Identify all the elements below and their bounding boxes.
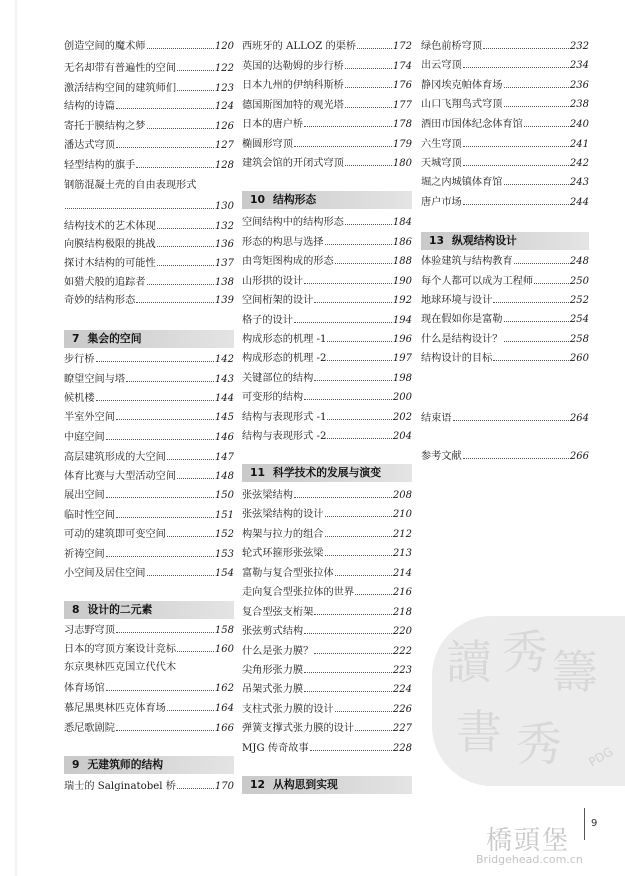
toc-entry[interactable]: 探讨木结构的可能性 137 [64, 258, 234, 269]
toc-entry[interactable]: 结构设计的目标 260 [421, 353, 589, 364]
toc-entry[interactable]: 六生穹顶 241 [421, 139, 589, 150]
toc-entry[interactable]: 可动的建筑即可变空间 152 [64, 529, 234, 540]
toc-entry[interactable]: 激活结构空间的建筑师们 123 [64, 83, 234, 94]
section-heading-12[interactable]: 12 从构思到实现 [242, 776, 412, 794]
toc-entry[interactable]: 日本九州的伊纳科斯桥 176 [242, 80, 412, 91]
toc-entry[interactable]: 体育比赛与大型活动空间 148 [64, 471, 234, 482]
toc-entry[interactable]: 什么是张力膜？ 222 [242, 646, 412, 657]
toc-entry[interactable]: 空间结构中的结构形态 184 [242, 217, 412, 228]
toc-entry-multiline[interactable]: 东京奥林匹克国立代代木 体育场馆 162 [64, 662, 234, 694]
toc-entry[interactable]: 无名却带有普遍性的空间 122 [64, 63, 234, 74]
bridgehead-url-watermark: Bridgehead.com.cn [476, 853, 583, 866]
toc-entry[interactable]: 结构的诗篇 124 [64, 101, 234, 112]
toc-entry[interactable]: 奇妙的结构形态 139 [64, 295, 234, 306]
toc-entry[interactable]: 关键部位的结构 198 [242, 373, 412, 384]
toc-entry[interactable]: 吊架式张力膜 224 [242, 684, 412, 695]
toc-entry[interactable]: 张弦梁结构 208 [242, 490, 412, 501]
toc-entry[interactable]: 天城穹顶 242 [421, 158, 589, 169]
toc-entry[interactable]: 创造空间的魔术师 120 [64, 41, 234, 52]
toc-entry[interactable]: 张弦剪式结构 220 [242, 626, 412, 637]
toc-entry[interactable]: 轻型结构的旗手 128 [64, 160, 234, 171]
toc-entry[interactable]: 习志野穹顶 158 [64, 625, 234, 636]
toc-entry[interactable]: 富勒与复合型张拉体 214 [242, 568, 412, 579]
toc-entry[interactable]: 候机楼 144 [64, 393, 234, 404]
toc-entry[interactable]: 悉尼歌剧院 166 [64, 723, 234, 734]
toc-entry[interactable]: 构成形态的机理 -1 196 [242, 334, 412, 345]
bridgehead-watermark: 橋頭堡 [486, 826, 571, 856]
toc-entry[interactable]: 山形拱的设计 190 [242, 276, 412, 287]
toc-entry[interactable]: 弹簧支撑式张力膜的设计 227 [242, 723, 412, 734]
toc-entry[interactable]: 中庭空间 146 [64, 432, 234, 443]
toc-entry[interactable]: 绿色前桥穹顶 232 [421, 41, 589, 52]
toc-entry[interactable]: 格子的设计 194 [242, 315, 412, 326]
stamp-glyph: 讀 [446, 635, 492, 689]
section-heading-9[interactable]: 9 无建筑师的结构 [64, 756, 234, 774]
toc-entry[interactable]: 展出空间 150 [64, 490, 234, 501]
stamp-glyph: 籌 [552, 645, 598, 699]
toc-entry[interactable]: MJG 传奇故事 228 [242, 743, 412, 754]
toc-entry[interactable]: 支柱式张力膜的设计 226 [242, 704, 412, 715]
toc-entry[interactable]: 步行桥 142 [64, 354, 234, 365]
toc-entry[interactable]: 建筑会馆的开闭式穹顶 180 [242, 158, 412, 169]
toc-entry[interactable]: 临时性空间 151 [64, 510, 234, 521]
toc-entry[interactable]: 日本的穹顶方案设计竞标 160 [64, 644, 234, 655]
toc-entry[interactable]: 空间桁架的设计 192 [242, 295, 412, 306]
stamp-pdg-mark: PDG [586, 744, 616, 770]
toc-entry[interactable]: 瑞士的 Salginatobel 桥 170 [64, 781, 234, 792]
toc-entry[interactable]: 酒田市国体纪念体育馆 240 [421, 119, 589, 130]
stamp-glyph: 秀 [516, 717, 562, 771]
toc-entry[interactable]: 德国斯图加特的观光塔 177 [242, 100, 412, 111]
section-heading-7[interactable]: 7 集会的空间 [64, 330, 234, 348]
toc-entry[interactable]: 由弯矩图构成的形态 188 [242, 256, 412, 267]
toc-entry[interactable]: 复合型弦支桁架 218 [242, 607, 412, 618]
section-heading-8[interactable]: 8 设计的二元素 [64, 601, 234, 619]
toc-entry[interactable]: 小空间及居住空间 154 [64, 568, 234, 579]
toc-entry[interactable]: 向膜结构极限的挑战 136 [64, 239, 234, 250]
toc-entry[interactable]: 半室外空间 145 [64, 412, 234, 423]
toc-entry[interactable]: 形态的构思与选择 186 [242, 237, 412, 248]
toc-entry[interactable]: 走向复合型张拉体的世界 216 [242, 587, 412, 598]
toc-entry[interactable]: 瞭望空间与塔 143 [64, 374, 234, 385]
toc-entry[interactable]: 慕尼黑奥林匹克体育场 164 [64, 703, 234, 714]
toc-entry-references[interactable]: 参考文献 266 [421, 451, 589, 462]
toc-entry[interactable]: 尖角形张力膜 223 [242, 665, 412, 676]
toc-entry[interactable]: 静冈埃克帕体育场 236 [421, 80, 589, 91]
toc-entry[interactable]: 可变形的结构 200 [242, 392, 412, 403]
page-number-divider [584, 808, 585, 840]
stamp-glyph: 秀 [502, 625, 548, 679]
toc-entry[interactable]: 构架与拉力的组合 212 [242, 529, 412, 540]
toc-entry[interactable]: 如猎犬般的追踪者 138 [64, 277, 234, 288]
binding-shadow [14, 0, 18, 876]
toc-entry[interactable]: 地球环境与设计 252 [421, 295, 589, 306]
toc-entry[interactable]: 英国的达勒姆的步行桥 174 [242, 61, 412, 72]
toc-entry[interactable]: 构成形态的机理 -2 197 [242, 353, 412, 364]
stamp-glyph: 書 [456, 705, 502, 759]
toc-entry[interactable]: 椭圆形穹顶 179 [242, 139, 412, 150]
section-heading-11[interactable]: 11 科学技术的发展与演变 [242, 464, 412, 482]
toc-entry[interactable]: 张弦梁结构的设计 210 [242, 509, 412, 520]
toc-entry[interactable]: 轮式环箍形张弦梁 213 [242, 548, 412, 559]
toc-entry[interactable]: 什么是结构设计？ 258 [421, 334, 589, 345]
section-heading-13[interactable]: 13 纵观结构设计 [421, 232, 589, 250]
toc-entry[interactable]: 堀之内城镇体育馆 243 [421, 177, 589, 188]
toc-entry[interactable]: 现在假如你是富勒 254 [421, 314, 589, 325]
toc-entry[interactable]: 祈祷空间 153 [64, 549, 234, 560]
toc-entry[interactable]: 每个人都可以成为工程师 250 [421, 276, 589, 287]
toc-entry[interactable]: 唐户市场 244 [421, 197, 589, 208]
toc-entry[interactable]: 结构与表现形式 -1 202 [242, 412, 412, 423]
toc-entry[interactable]: 潘达式穹顶 127 [64, 140, 234, 151]
toc-entry[interactable]: 结构与表现形式 -2 204 [242, 431, 412, 442]
toc-entry[interactable]: 寄托于膜结构之梦 126 [64, 121, 234, 132]
toc-entry-multiline[interactable]: 钢筋混凝土壳的自由表现形式 130 [64, 180, 234, 212]
toc-entry-closing[interactable]: 结束语 264 [421, 413, 589, 424]
section-heading-10[interactable]: 10 结构形态 [242, 191, 412, 209]
toc-entry[interactable]: 高层建筑形成的大空间 147 [64, 452, 234, 463]
toc-entry[interactable]: 山口飞翔鸟式穹顶 238 [421, 99, 589, 110]
toc-entry[interactable]: 体验建筑与结构教育 248 [421, 256, 589, 267]
toc-entry[interactable]: 西班牙的 ALLOZ 的渠桥 172 [242, 41, 412, 52]
page-number: 9 [591, 818, 598, 829]
toc-entry[interactable]: 日本的唐户桥 178 [242, 119, 412, 130]
toc-entry[interactable]: 出云穹顶 234 [421, 60, 589, 71]
toc-entry[interactable]: 结构技术的艺术体现 132 [64, 221, 234, 232]
